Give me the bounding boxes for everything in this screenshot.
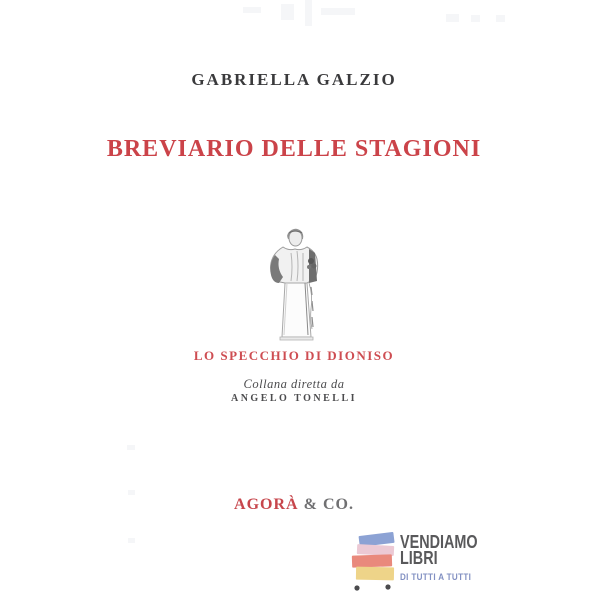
store-name-line1: VENDIAMO (400, 532, 478, 552)
vendiamo-libri-logo (351, 531, 561, 595)
publisher-suffix: & CO. (298, 496, 354, 513)
series-title: LO SPECCHIO DI DIONISO (193, 348, 395, 363)
scan-artifact (127, 445, 135, 450)
cart-wheel-icon (354, 585, 359, 590)
series-editor-line: Collana diretta da (243, 377, 345, 391)
scan-artifact (243, 7, 261, 13)
scan-artifact (496, 15, 505, 22)
scan-artifact (281, 4, 294, 20)
scan-artifact (128, 490, 135, 495)
publisher (0, 496, 594, 514)
herm-statue-illustration (251, 225, 341, 345)
book-stack-cart-icon (351, 531, 399, 593)
series-editor-name: ANGELO TONELLI (230, 393, 358, 404)
store-logo-text (400, 534, 497, 583)
book-title: BREVIARIO DELLE STAGIONI (106, 136, 482, 162)
cart-wheel-icon (385, 584, 390, 589)
author-name: GABRIELLA GALZIO (191, 70, 397, 89)
scan-artifact (128, 538, 135, 543)
scan-artifact (321, 8, 355, 15)
store-tagline: DI TUTTI A TUTTI (400, 572, 472, 583)
store-name-line2: LIBRI (400, 548, 438, 568)
scan-artifact (305, 0, 312, 26)
scan-artifact (471, 15, 480, 22)
publisher-name: AGORÀ (234, 496, 299, 513)
scan-artifact (446, 14, 459, 22)
